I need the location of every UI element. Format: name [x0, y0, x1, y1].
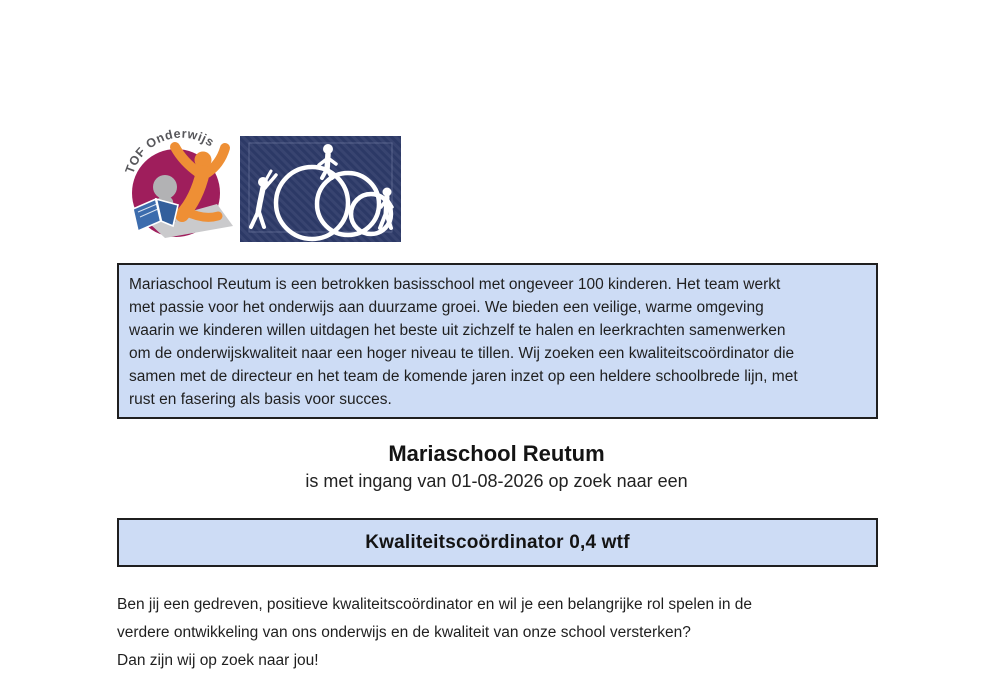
- intro-line: Mariaschool Reutum is een betrokken basisschool met ongeveer 100 kinderen. Het team werkt: [129, 276, 781, 293]
- closing-paragraph: [117, 591, 887, 675]
- vacancy-title: Kwaliteitscoördinator 0,4 wtf: [365, 531, 630, 553]
- school-rings-logo: [240, 136, 401, 242]
- intro-line: samen met de directeur en het team de komende jaren inzet op een heldere schoolbrede lijn, met: [129, 368, 798, 385]
- tof-onderwijs-logo: [119, 125, 235, 239]
- intro-line: met passie voor het onderwijs aan duurzame groei. We bieden een veilige, warme omgeving: [129, 299, 764, 316]
- intro-line: waarin we kinderen willen uitdagen het beste uit zichzelf te halen en leerkrachten samenwerken: [129, 322, 786, 339]
- tof-arc-text: TOF Onderwijs: [122, 126, 217, 176]
- intro-text-box: [117, 263, 878, 419]
- closing-line: Dan zijn wij op zoek naar jou!: [117, 652, 319, 669]
- vacancy-title-box: [117, 518, 878, 567]
- school-name-heading: Mariaschool Reutum: [388, 441, 605, 466]
- vacancy-intro-line: is met ingang van 01-08-2026 op zoek naar een: [305, 471, 688, 491]
- closing-line: Ben jij een gedreven, positieve kwaliteitscoördinator en wil je een belangrijke rol spelen in de: [117, 596, 753, 613]
- intro-line: om de onderwijskwaliteit naar een hoger niveau te tillen. Wij zoeken een kwaliteitscoördinator die: [129, 345, 795, 362]
- intro-line: rust en fasering als basis voor succes.: [129, 391, 392, 408]
- closing-line: verdere ontwikkeling van ons onderwijs en de kwaliteit van onze school versterken?: [117, 624, 691, 641]
